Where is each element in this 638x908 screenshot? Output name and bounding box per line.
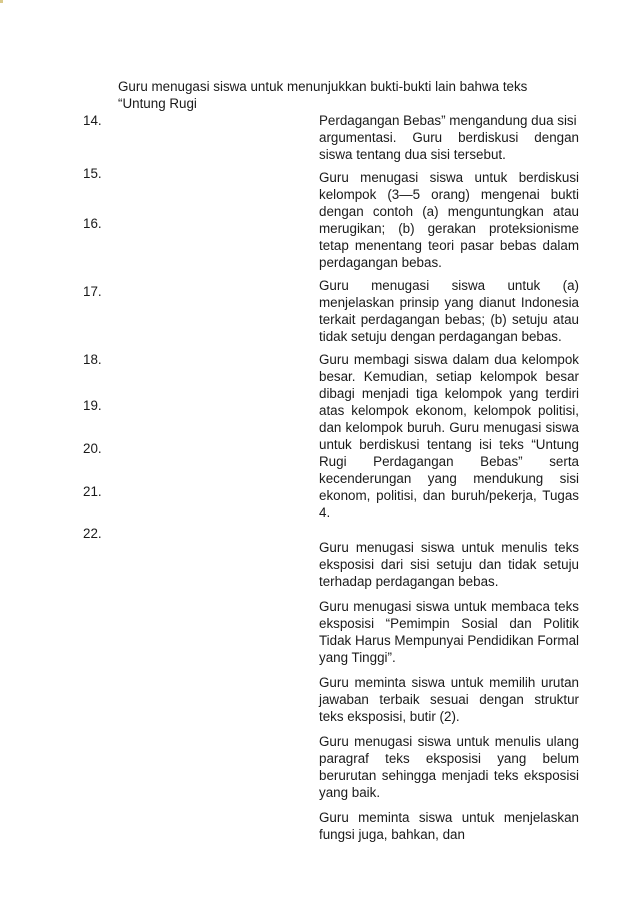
item-number-19: 19. (83, 398, 102, 413)
activity-paragraph: Guru menugasi siswa untuk menulis ulang paragraf teks eksposisi yang belum berurutan sehingga menjadi teks eksposisi yang baik. (319, 734, 579, 800)
item-number-17: 17. (83, 284, 102, 299)
paragraph-text: argumentasi. Guru berdiskusi dengan siswa tentang dua sisi tersebut. (319, 130, 579, 162)
item-number-16: 16. (83, 216, 102, 231)
activity-paragraph: Guru menugasi siswa untuk berdiskusi kelompok (3—5 orang) mengenai bukti dengan contoh (a) menguntungkan atau merugikan; (b) gerakan proteksionisme tetap menentang teori pasar bebas dalam perdagangan bebas. (319, 170, 579, 270)
activity-paragraph: Guru meminta siswa untuk menjelaskan fungsi juga, bahkan, dan (319, 810, 579, 842)
activity-paragraph: Guru membagi siswa dalam dua kelompok besar. Kemudian, setiap kelompok besar dibagi menjadi tiga kelompok yang terdiri atas kelompok ekonom, kelompok politisi, dan kelompok buruh. Guru menugasi siswa untuk berdiskusi tentang isi teks “Untung Rugi Perdagangan Bebas” serta kecenderungan yang mendukung sisi ekonom, politisi, dan buruh/pekerja, Tugas 4. (319, 352, 579, 520)
item-number-15: 15. (83, 166, 102, 181)
item-number-18: 18. (83, 352, 102, 367)
activity-column (319, 112, 579, 843)
item-number-14: 14. (83, 113, 102, 128)
intro-text (118, 78, 618, 112)
activity-paragraph: Guru meminta siswa untuk memilih urutan jawaban terbaik sesuai dengan struktur teks eksposisi, butir (2). (319, 675, 579, 724)
item-number-22: 22. (83, 526, 102, 541)
intro-line-1: Guru menugasi siswa untuk menunjukkan bukti-bukti lain bahwa teks (118, 79, 528, 94)
activity-paragraph (319, 112, 579, 163)
item-number-21: 21. (83, 484, 102, 499)
paragraph-first-line: Perdagangan Bebas” mengandung dua sisi (319, 113, 577, 128)
corner-mark (0, 0, 3, 3)
activity-paragraph: Guru menugasi siswa untuk menulis teks eksposisi dari sisi setuju dan tidak setuju terhadap perdagangan bebas. (319, 540, 579, 589)
activity-paragraph: Guru menugasi siswa untuk membaca teks eksposisi “Pemimpin Sosial dan Politik Tidak Harus Mempunyai Pendidikan Formal yang Tinggi”. (319, 599, 579, 665)
item-number-20: 20. (83, 441, 102, 456)
intro-line-2: “Untung Rugi (118, 96, 197, 111)
activity-paragraph: Guru menugasi siswa untuk (a) menjelaskan prinsip yang dianut Indonesia terkait perdagangan bebas; (b) setuju atau tidak setuju dengan perdagangan bebas. (319, 278, 579, 344)
